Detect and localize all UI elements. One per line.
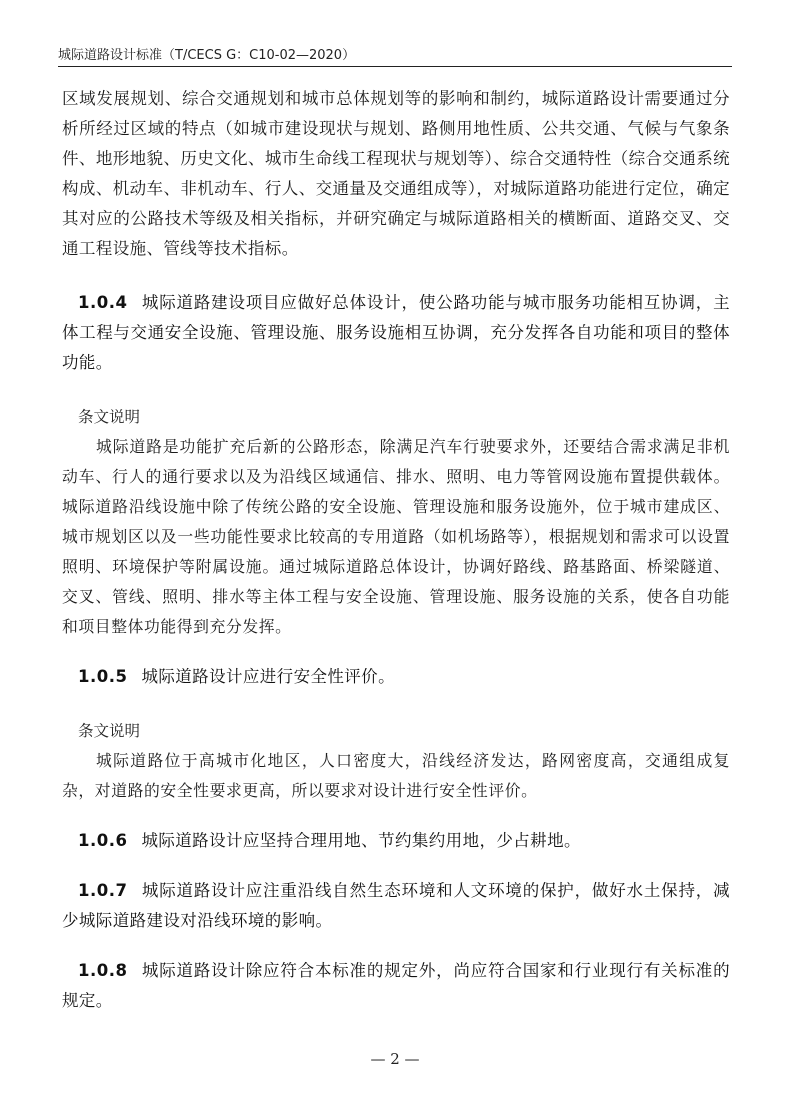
clause-text: 城际道路设计应进行安全性评价。 [141, 667, 395, 686]
clause-1-0-8 [62, 956, 730, 1016]
clause-number: 1.0.5 [78, 667, 128, 686]
explanation-title: 条文说明 [78, 722, 141, 740]
clause-text: 城际道路建设项目应做好总体设计，使公路功能与城市服务功能相互协调，主体工程与交通安全设施、管理设施、服务设施相互协调，充分发挥各自功能和项目的整体功能。 [62, 293, 730, 372]
page-body [62, 84, 730, 1016]
clause-number: 1.0.4 [78, 293, 128, 312]
running-header: 城际道路设计标准（T/CECS G：C10-02—2020） [58, 48, 356, 63]
clause-text: 城际道路设计应坚持合理用地、节约集约用地，少占耕地。 [141, 831, 581, 850]
clause-text: 城际道路设计除应符合本标准的规定外，尚应符合国家和行业现行有关标准的规定。 [62, 961, 730, 1010]
explanation-title: 条文说明 [78, 408, 141, 426]
clause-number: 1.0.8 [78, 961, 128, 980]
clause-1-0-7 [62, 876, 730, 936]
clause-number: 1.0.6 [78, 831, 128, 850]
intro-paragraph: 区域发展规划、综合交通规划和城市总体规划等的影响和制约，城际道路设计需要通过分析所经过区域的特点（如城市建设现状与规划、路侧用地性质、公共交通、气候与气象条件、地形地貌、历史文化、城市生命线工程现状与规划等）、综合交通特性（综合交通系统构成、机动车、非机动车、行人、交通量及交通组成等），对城际道路功能进行定位，确定其对应的公路技术等级及相关指标，并研究确定与城际道路相关的横断面、道路交叉、交通工程设施、管线等技术指标。 [62, 89, 730, 258]
clause-1-0-5 [62, 662, 730, 692]
header-rule [58, 66, 732, 67]
clause-1-0-4 [62, 288, 730, 378]
explanation-body: 城际道路是功能扩充后新的公路形态，除满足汽车行驶要求外，还要结合需求满足非机动车、行人的通行要求以及为沿线区域通信、排水、照明、电力等管网设施布置提供载体。城际道路沿线设施中除了传统公路的安全设施、管理设施和服务设施外，位于城市建成区、城市规划区以及一些功能性要求比较高的专用道路（如机场路等），根据规划和需求可以设置照明、环境保护等附属设施。通过城际道路总体设计，协调好路线、路基路面、桥梁隧道、交叉、管线、照明、排水等主体工程与安全设施、管理设施、服务设施的关系，使各自功能和项目整体功能得到充分发挥。 [62, 437, 730, 636]
clause-number: 1.0.7 [78, 881, 128, 900]
clause-1-0-6 [62, 826, 730, 856]
explanation-body: 城际道路位于高城市化地区，人口密度大，沿线经济发达，路网密度高，交通组成复杂，对道路的安全性要求更高，所以要求对设计进行安全性评价。 [62, 751, 730, 800]
page-number: — 2 — [370, 1050, 420, 1068]
clause-text: 城际道路设计应注重沿线自然生态环境和人文环境的保护，做好水土保持，减少城际道路建设对沿线环境的影响。 [62, 881, 730, 930]
